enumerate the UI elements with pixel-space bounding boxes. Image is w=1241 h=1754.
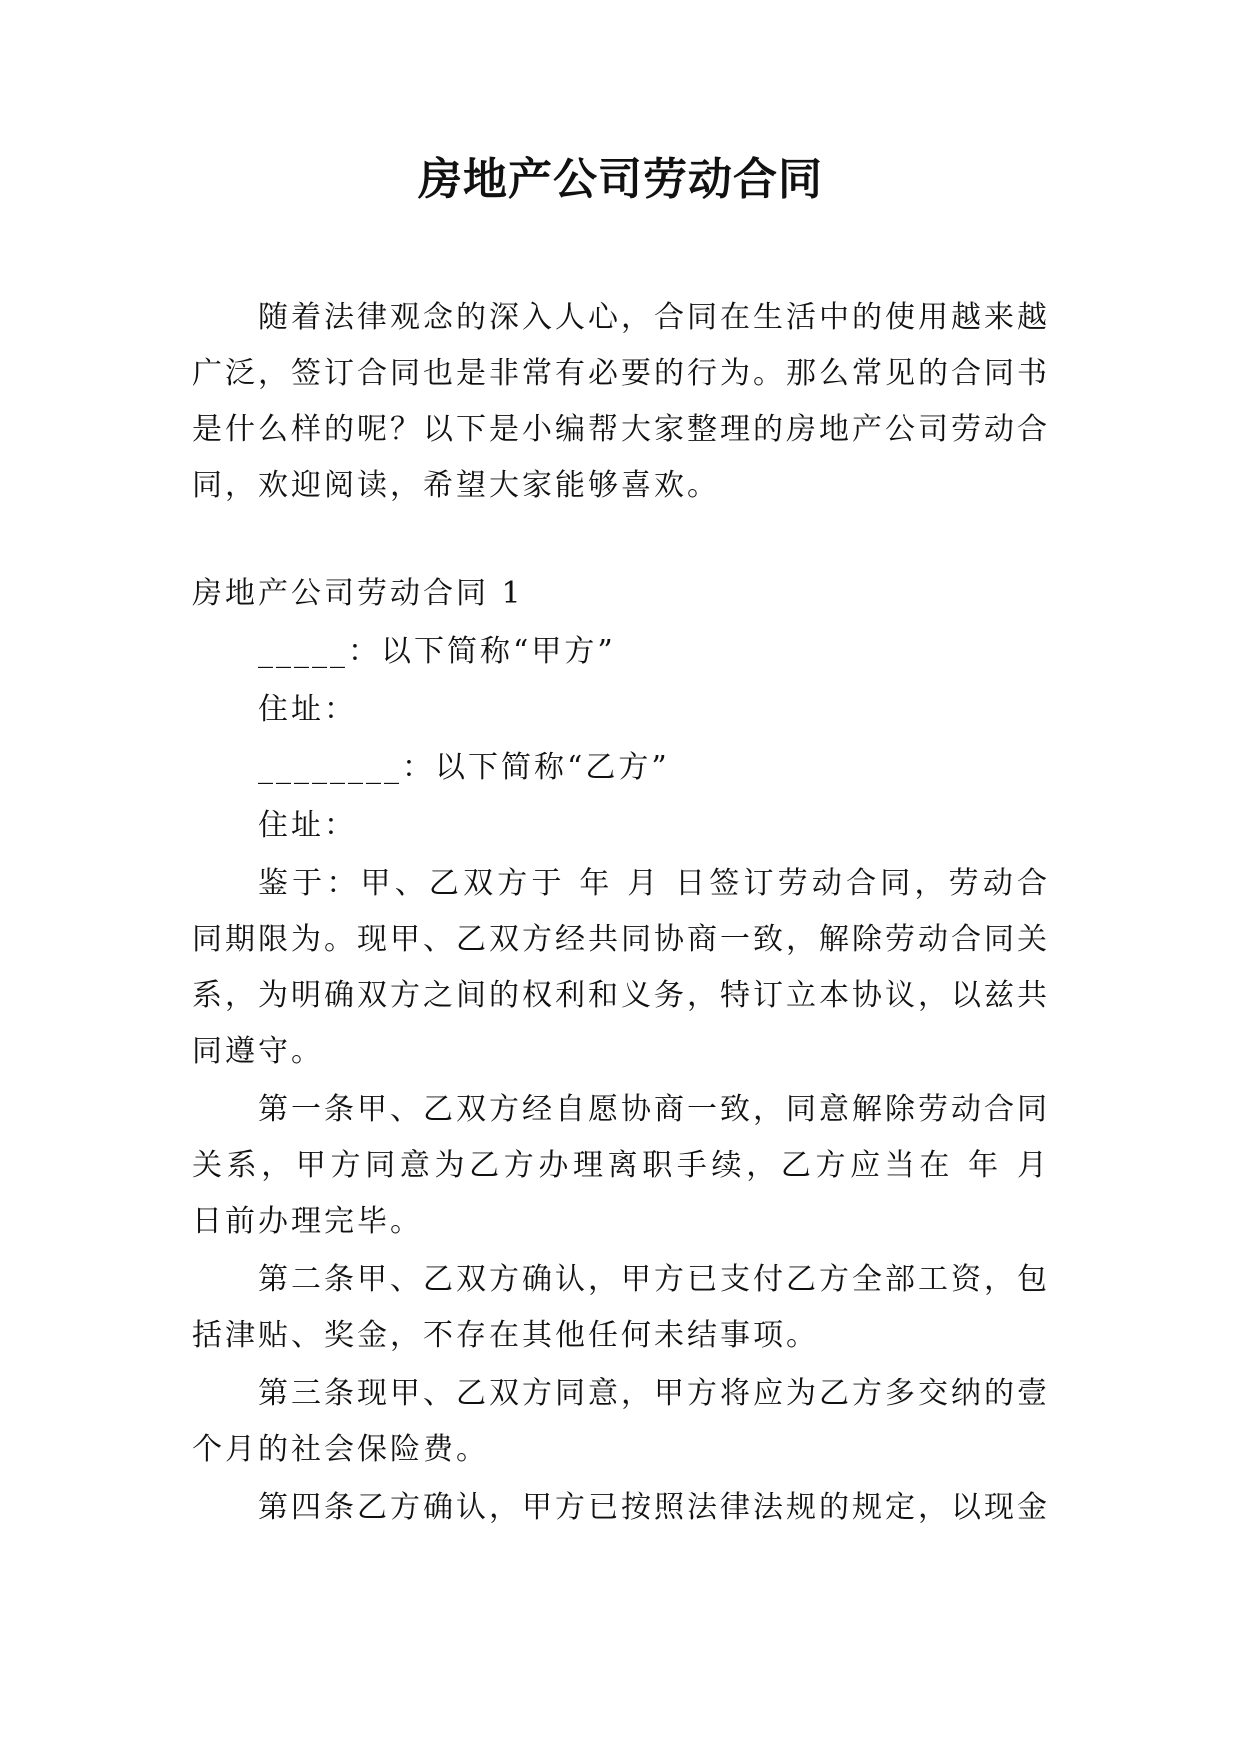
party-b-line: ________：以下简称“乙方” bbox=[258, 750, 670, 785]
article-1-paragraph: 第一条甲、乙双方经自愿协商一致，同意解除劳动合同关系，甲方同意为乙方办理离职手续，乙方应当在 年 月 日前办理完毕。 bbox=[192, 1092, 1050, 1239]
article-3-paragraph: 第三条现甲、乙双方同意，甲方将应为乙方多交纳的壹个月的社会保险费。 bbox=[192, 1376, 1050, 1467]
recital-paragraph: 鉴于：甲、乙双方于 年 月 日签订劳动合同，劳动合同期限为。现甲、乙双方经共同协商一致，解除劳动合同关系，为明确双方之间的权利和义务，特订立本协议，以兹共同遵守。 bbox=[192, 866, 1050, 1069]
document-title: 房地产公司劳动合同 bbox=[418, 154, 823, 205]
section-heading: 房地产公司劳动合同 1 bbox=[192, 576, 524, 611]
party-a-line: _____：以下简称“甲方” bbox=[258, 634, 616, 669]
party-b-address: 住址： bbox=[258, 808, 357, 843]
document-body bbox=[192, 290, 1050, 1538]
article-4-paragraph: 第四条乙方确认，甲方已按照法律法规的规定，以现金 bbox=[258, 1490, 1050, 1525]
article-2-paragraph: 第二条甲、乙双方确认，甲方已支付乙方全部工资，包括津贴、奖金，不存在其他任何未结事项。 bbox=[192, 1262, 1050, 1353]
party-a-address: 住址： bbox=[258, 692, 357, 727]
intro-paragraph: 随着法律观念的深入人心，合同在生活中的使用越来越广泛，签订合同也是非常有必要的行为。那么常见的合同书是什么样的呢？以下是小编帮大家整理的房地产公司劳动合同，欢迎阅读，希望大家能够喜欢。 bbox=[192, 300, 1050, 503]
